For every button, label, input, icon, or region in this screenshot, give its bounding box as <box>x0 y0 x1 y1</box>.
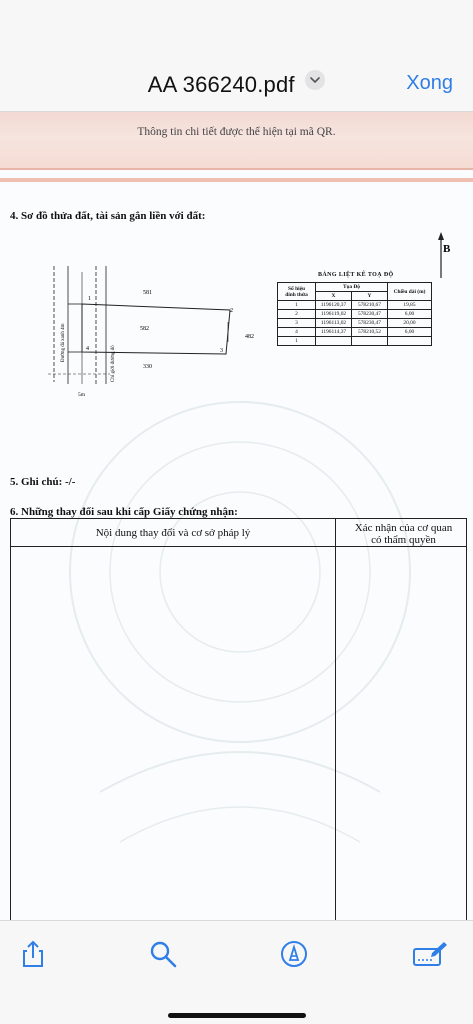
column-divider <box>335 519 336 920</box>
markup-icon[interactable] <box>279 939 309 969</box>
north-arrow-icon <box>430 230 452 280</box>
point-1-label: 1 <box>88 296 91 302</box>
changes-col-approval-header <box>339 522 468 546</box>
coord-table <box>277 282 432 346</box>
divider <box>0 178 473 182</box>
done-button[interactable]: Xong <box>406 72 453 94</box>
scale-label: 5m <box>78 392 86 398</box>
search-icon[interactable] <box>148 939 178 969</box>
table-row: 2 1196119,02 578230,47 6,00 <box>278 310 432 319</box>
label-581: 581 <box>143 290 152 296</box>
approval-header-line2: có thẩm quyền <box>371 534 436 546</box>
qr-banner <box>0 112 473 170</box>
header-divider <box>11 546 466 547</box>
table-row: 1 <box>278 337 432 346</box>
section-4-title: 4. Sơ đồ thửa đất, tài sản gắn liền với đất: <box>10 210 206 222</box>
section-6-title: 6. Những thay đổi sau khi cấp Giấy chứng nhận: <box>10 506 238 518</box>
changes-table <box>10 518 467 920</box>
header-y: Y <box>352 292 388 301</box>
road-label: Đường đá xanh 4m <box>61 323 66 362</box>
qr-banner-text: Thông tin chi tiết được thể hiện tại mã QR. <box>137 126 336 138</box>
changes-col-content-header: Nội dung thay đổi và cơ sở pháp lý <box>95 527 251 539</box>
coord-table-title: BẢNG LIỆT KÊ TOẠ ĐỘ <box>318 272 394 278</box>
header-length: Chiều dài (m) <box>388 283 432 301</box>
viewer-header <box>0 0 473 112</box>
label-330: 330 <box>143 364 152 370</box>
label-582: 582 <box>140 326 149 332</box>
point-3-label: 3 <box>220 348 223 354</box>
title-menu[interactable] <box>0 70 473 98</box>
share-icon[interactable] <box>18 939 48 969</box>
pdf-page[interactable] <box>0 112 473 920</box>
annotate-icon[interactable] <box>412 939 448 969</box>
table-row: 4 1196114,37 578210,52 6,00 <box>278 328 432 337</box>
point-4-label: 4 <box>86 346 89 352</box>
bottom-toolbar <box>0 920 473 1024</box>
point-2-label: 2 <box>230 308 233 314</box>
land-plot-sketch <box>40 262 270 412</box>
header-point: Số hiệu đỉnh thửa <box>278 283 316 301</box>
boundary-label: Chỉ giới đường đỏ <box>111 345 116 382</box>
north-label: B <box>443 243 451 255</box>
table-row: 1 1196120,37 578210,67 19,85 <box>278 301 432 310</box>
approval-header-line1: Xác nhận của cơ quan <box>354 522 453 534</box>
chevron-down-icon[interactable] <box>305 70 325 90</box>
table-row: 3 1196113,02 578230,47 20,00 <box>278 319 432 328</box>
label-482: 482 <box>245 334 254 340</box>
home-indicator <box>168 1013 306 1018</box>
document-title[interactable]: AA 366240.pdf <box>147 72 295 97</box>
header-x: X <box>316 292 352 301</box>
header-coord: Tọa Độ <box>316 283 388 292</box>
section-5-title: 5. Ghi chú: -/- <box>10 476 76 488</box>
